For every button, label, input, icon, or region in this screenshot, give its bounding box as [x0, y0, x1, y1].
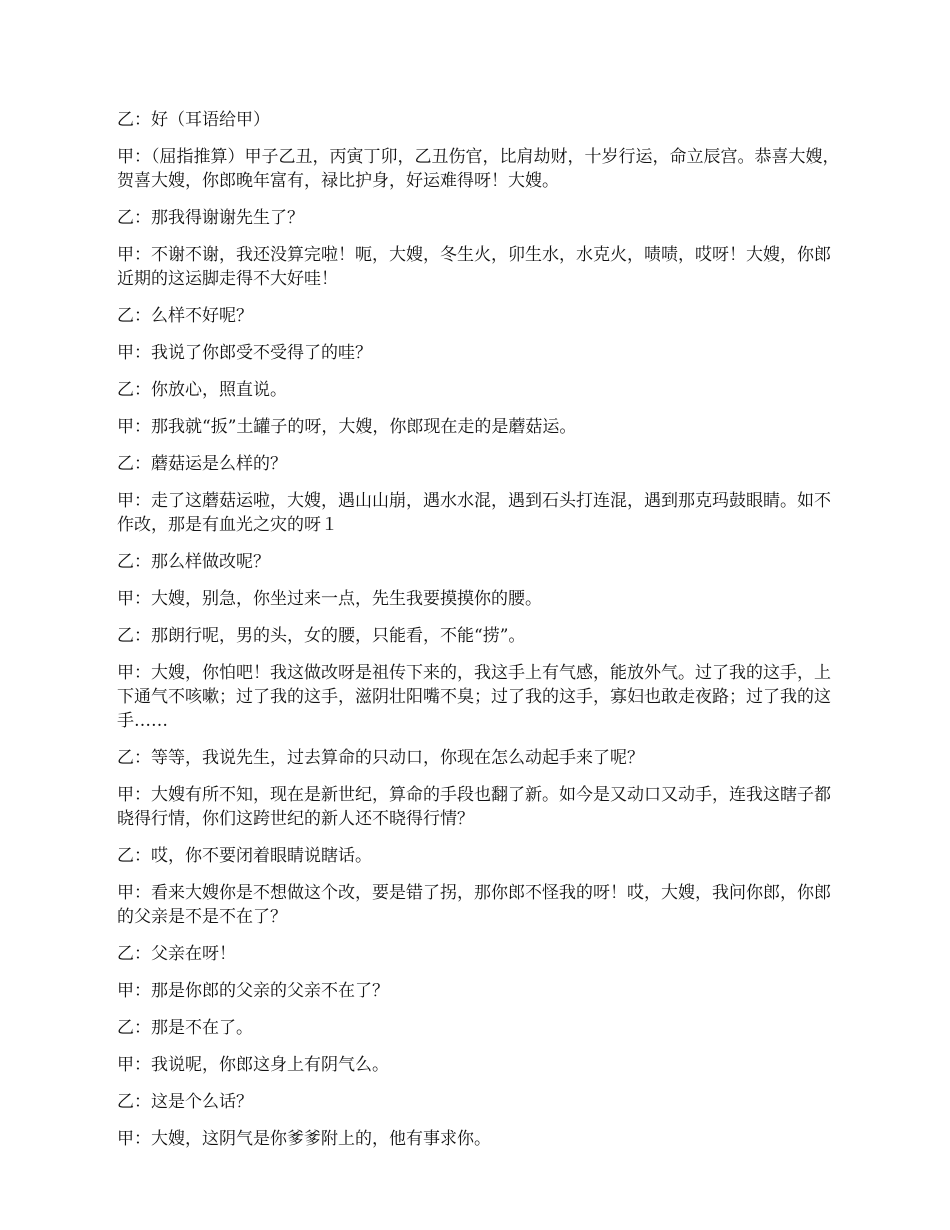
- dialogue-line: 甲：我说了你郎受不受得了的哇？: [117, 343, 372, 363]
- dialogue-line: 甲：大嫂，你怕吧！我这做改呀是祖传下来的，我这手上有气感，能放外气。过了我的这手，上下通气不咳嗽；过了我的这手，滋阴壮阳嘴不臭；过了我的这手，寡妇也敢走夜路；过了我的这手……: [117, 663, 831, 731]
- dialogue-line: 乙：蘑菇运是么样的？: [117, 454, 287, 474]
- document-body: [117, 108, 843, 1164]
- dialogue-line: 乙：这是个么话？: [117, 1092, 253, 1112]
- dialogue-line: 甲：大嫂，这阴气是你爹爹附上的，他有事求你。: [117, 1129, 491, 1149]
- dialogue-line: 乙：父亲在呀！: [117, 944, 236, 964]
- dialogue-line: 甲：我说呢，你郎这身上有阴气么。: [117, 1055, 389, 1075]
- dialogue-line: 甲：那是你郎的父亲的父亲不在了？: [117, 981, 389, 1001]
- dialogue-line: 乙：等等，我说先生，过去算命的只动口，你现在怎么动起手来了呢？: [117, 748, 644, 768]
- dialogue-line: 乙：哎，你不要闭着眼睛说瞎话。: [117, 846, 372, 866]
- dialogue-line: 乙：那我得谢谢先生了？: [117, 208, 304, 228]
- dialogue-line: 甲：不谢不谢，我还没算完啦！呃，大嫂，冬生火，卯生水，水克火，啧啧，哎呀！大嫂，你郎近期的这运脚走得不大好哇！: [117, 245, 831, 289]
- dialogue-line: 甲：（屈指推算）甲子乙丑，丙寅丁卯，乙丑伤官，比肩劫财，十岁行运，命立辰宫。恭喜大嫂，贺喜大嫂，你郎晚年富有，禄比护身，好运难得呀！大嫂。: [117, 147, 840, 191]
- dialogue-line: 乙：你放心，照直说。: [117, 380, 287, 400]
- dialogue-line: 甲：走了这蘑菇运啦，大嫂，遇山山崩，遇水水混，遇到石头打连混，遇到那克玛鼓眼睛。如不作改，那是有血光之灾的呀１: [117, 491, 831, 535]
- dialogue-line: 甲：大嫂有所不知，现在是新世纪，算命的手段也翻了新。如今是又动口又动手，连我这瞎子都晓得行情，你们这跨世纪的新人还不晓得行情？: [117, 785, 831, 829]
- dialogue-line: 甲：那我就“扳”土罐子的呀，大嫂，你郎现在走的是蘑菇运。: [117, 417, 577, 437]
- dialogue-line: 乙：么样不好呢？: [117, 306, 253, 326]
- dialogue-line: 甲：大嫂，别急，你坐过来一点，先生我要摸摸你的腰。: [117, 589, 542, 609]
- dialogue-line: 乙：好（耳语给甲）: [117, 110, 270, 130]
- dialogue-line: 乙：那朗行呢，男的头，女的腰，只能看，不能“捞”。: [117, 626, 526, 646]
- dialogue-line: 乙：那是不在了。: [117, 1018, 253, 1038]
- dialogue-line: 乙：那么样做改呢？: [117, 552, 270, 572]
- dialogue-line: 甲：看来大嫂你是不想做这个改，要是错了拐，那你郎不怪我的呀！哎，大嫂，我问你郎，你郎的父亲是不是不在了？: [117, 883, 831, 927]
